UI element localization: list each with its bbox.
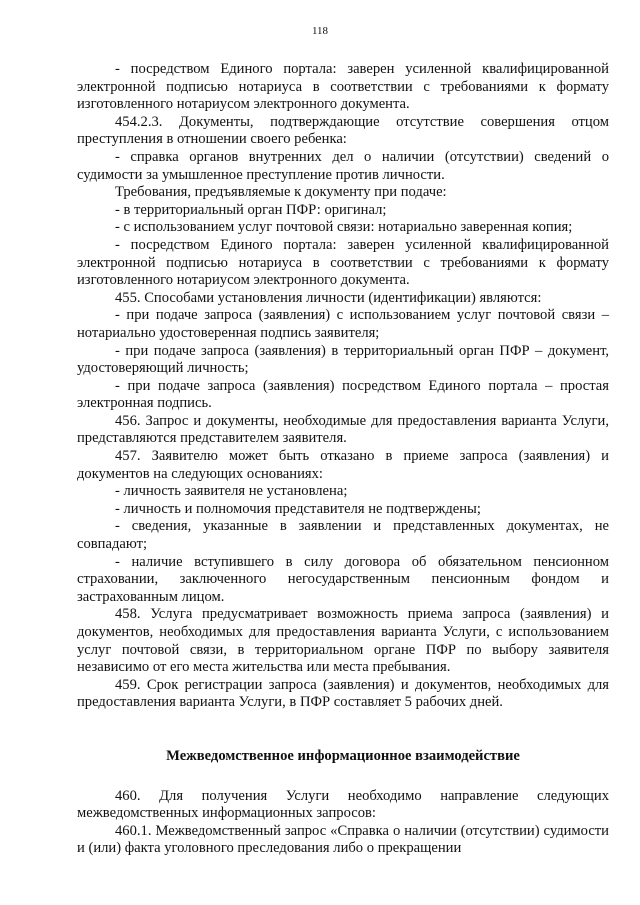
page-number: 118 — [311, 25, 329, 37]
paragraph: 460. Для получения Услуги необходимо направление следующих межведомственных информационных запросов: — [77, 787, 609, 822]
paragraph: 457. Заявителю может быть отказано в приеме запроса (заявления) и документов на следующих основаниях: — [77, 448, 609, 482]
paragraph: - при подаче запроса (заявления) в территориальный орган ПФР – документ, удостоверяющий личность; — [77, 342, 609, 377]
paragraph: - в территориальный орган ПФР: оригинал; — [115, 201, 387, 218]
section-heading: Межведомственное информационное взаимодействие — [166, 747, 520, 764]
paragraph: 456. Запрос и документы, необходимые для предоставления варианта Услуги, представляются представителем заявителя. — [77, 412, 609, 447]
paragraph: - личность заявителя не установлена; — [115, 483, 348, 500]
paragraph: - при подаче запроса (заявления) посредством Единого портала – простая электронная подпись. — [77, 377, 609, 412]
paragraph: - при подаче запроса (заявления) с использованием услуг почтовой связи – нотариально удостоверенная подпись заявителя; — [77, 307, 609, 341]
paragraph: 460.1. Межведомственный запрос «Справка о наличии (отсутствии) судимости и (или) факта уголовного преследования либо о прекращении — [77, 822, 609, 857]
paragraph: 454.2.3. Документы, подтверждающие отсутствие совершения отцом преступления в отношении своего ребенка: — [77, 113, 609, 148]
paragraph: - сведения, указанные в заявлении и представленных документах, не совпадают; — [77, 518, 609, 553]
paragraph: - с использованием услуг почтовой связи: нотариально заверенная копия; — [115, 219, 573, 236]
paragraph: 459. Срок регистрации запроса (заявления) и документов, необходимых для предоставления варианта Услуги, в ПФР составляет 5 рабочих дней. — [77, 676, 609, 711]
paragraph: - наличие вступившего в силу договора об обязательном пенсионном страховании, заключенного негосударственным пенсионным фондом и застрахованным лицом. — [77, 553, 609, 605]
document-body — [77, 61, 609, 858]
paragraph: - посредством Единого портала: заверен усиленной квалифицированной электронной подписью нотариуса в соответствии с требованиями к формату изготовленного нотариусом электронного документа. — [77, 236, 609, 289]
paragraph: - справка органов внутренних дел о наличии (отсутствии) сведений о судимости за умышленное преступление против личности. — [77, 148, 609, 183]
paragraph: 455. Способами установления личности (идентификации) являются: — [115, 289, 542, 306]
paragraph: 458. Услуга предусматривает возможность приема запроса (заявления) и документов, необходимых для предоставления варианта Услуги, с использованием услуг почтовой связи, в территориальном органе ПФР по выбору заявителя независимо от его места жительства или места пребывания. — [77, 606, 609, 676]
paragraph: - посредством Единого портала: заверен усиленной квалифицированной электронной подписью нотариуса в соответствии с требованиями к формату изготовленного нотариусом электронного документа. — [77, 61, 609, 113]
paragraph: - личность и полномочия представителя не подтверждены; — [115, 500, 481, 517]
paragraph: Требования, предъявляемые к документу при подаче: — [115, 184, 447, 201]
